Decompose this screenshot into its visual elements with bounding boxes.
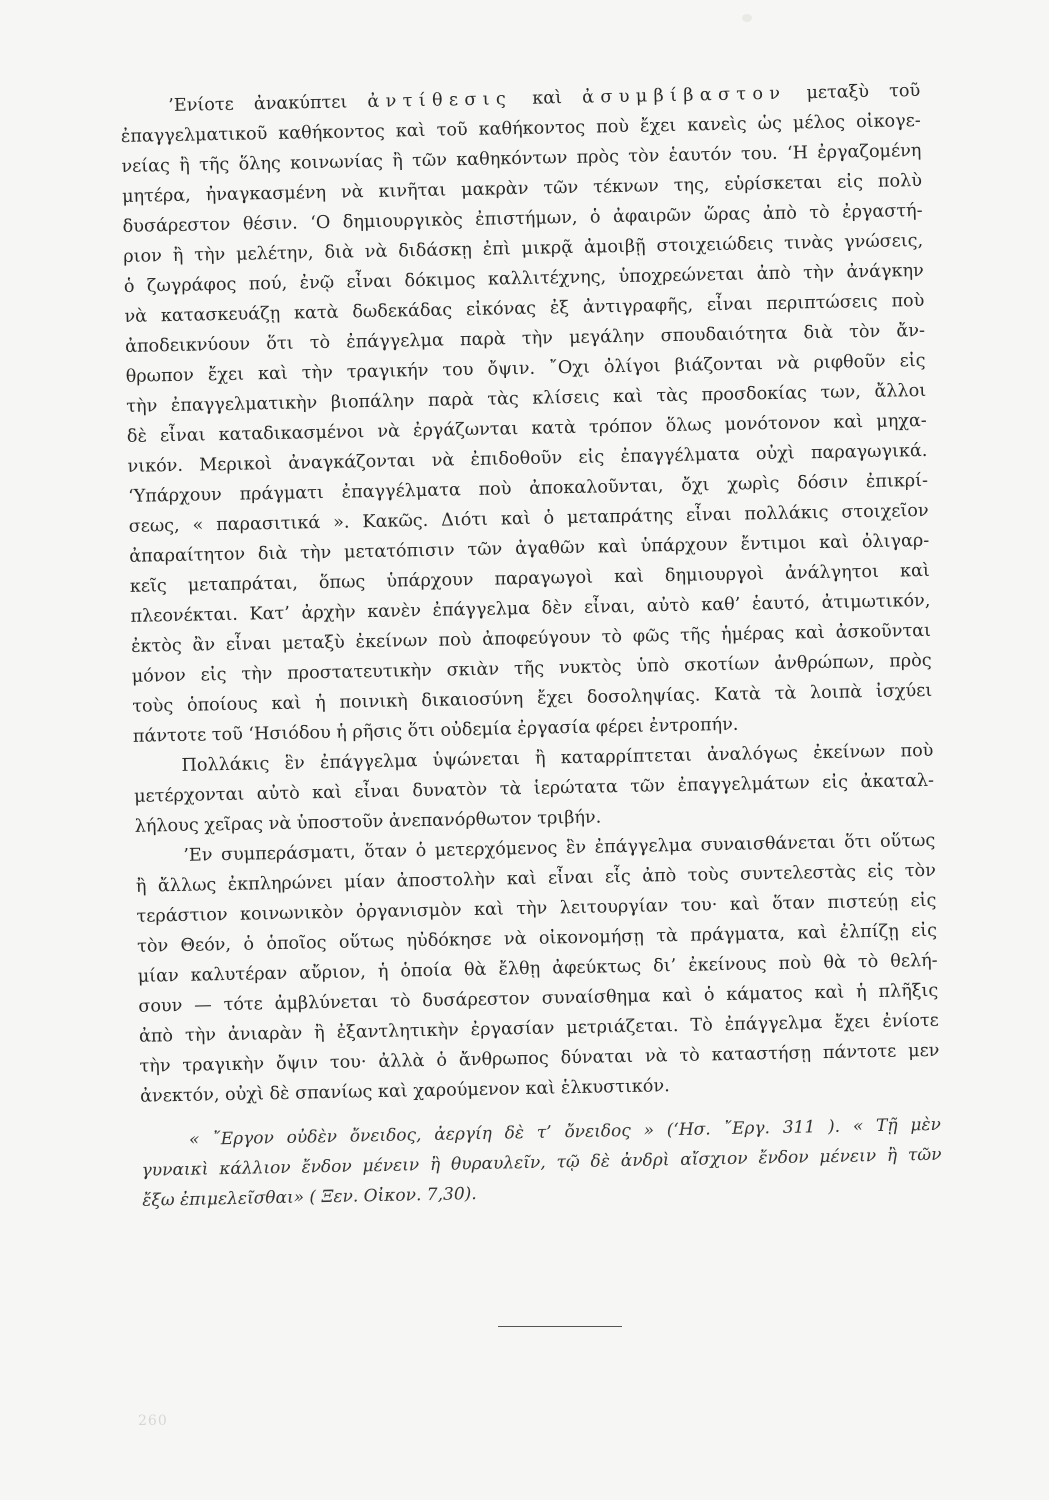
emphasized-term: ἀντίθεσις: [367, 89, 513, 113]
footnote-quote: [141, 1110, 943, 1216]
section-separator-rule: [498, 1326, 622, 1327]
paragraph-line: λήλους χεῖρας νὰ ὑποστοῦν ἀνεπανόρθωτον τριβήν.: [134, 807, 602, 837]
paragraph-line: μετέρχονται αὐτὸ καὶ εἶναι δυνατὸν τὰ ἱερώτατα τῶν ἐπαγγελμάτων εἰς ἀκαταλ-: [133, 770, 935, 807]
paragraph-line: Πολλάκις ἓν ἐπάγγελμα ὑψώνεται ἢ καταρρίπτεται ἀναλόγως ἐκείνων ποὺ: [181, 740, 934, 776]
paragraph-line: ‘Υπάρχουν πράγματι ἐπαγγέλματα ποὺ ἀποκαλοῦνται, ὄχι χωρὶς δόσιν ἐπικρί-: [127, 470, 929, 507]
paragraph-line: ριον ἢ τὴν μελέτην, διὰ νὰ διδάσκῃ ἐπὶ μικρᾷ ἀμοιβῇ στοιχειώδεις τινὰς γνώσεις,: [123, 230, 924, 267]
quote-line: γυναικὶ κάλλιον ἔνδον μένειν ἢ θυραυλεῖν, τῷ δὲ ἀνδρὶ αἴσχιον ἔνδον μένειν ἢ τῶν: [141, 1144, 942, 1181]
paragraph-line: τὴν ἐπαγγελματικὴν βιοπάλην παρὰ τὰς κλίσεις καὶ τὰς προσδοκίας των, ἄλλοι: [126, 380, 927, 417]
paragraph-line: νικόν. Μερικοὶ ἀναγκάζονται νὰ ἐπιδοθοῦν εἰς ἐπαγγέλματα οὐχὶ παραγωγικά.: [127, 440, 928, 477]
paragraph-line: τοὺς ὁποίους καὶ ἡ ποινικὴ δικαιοσύνη ἔχει δοσοληψίας. Κατὰ τὰ λοιπὰ ἰσχύει: [132, 680, 933, 717]
paragraph-line: σουν — τότε ἀμβλύνεται τὸ δυσάρεστον συναίσθημα καὶ ὁ κάματος καὶ ἡ πλῆξις: [138, 980, 939, 1017]
paragraph-line: ἢ ἄλλως ἐκπληρώνει μίαν ἀποστολὴν καὶ εἶναι εἷς ἀπὸ τοὺς συντελεστὰς εἰς τὸν: [135, 860, 936, 897]
paper-blemish: [742, 14, 752, 22]
conjunction-text: καὶ: [532, 88, 563, 109]
paragraph-line: πάντοτε τοῦ ‘Ησιόδου ἡ ρῆσις ὅτι οὐδεμία ἐργασία φέρει ἐντροπήν.: [132, 714, 739, 747]
paragraph-line: ἀνεκτόν, οὐχὶ δὲ σπανίως καὶ χαρούμενον καὶ ἑλκυστικόν.: [139, 1076, 670, 1107]
paragraph-line: μητέρα, ἠναγκασμένη νὰ κινῆται μακρὰν τῶν τέκνων της, εὑρίσκεται εἰς πολὺ: [121, 170, 923, 207]
paragraph-line: νὰ κατασκευάζῃ κατὰ δωδεκάδας εἰκόνας ἐξ ἀντιγραφῆς, εἶναι περιπτώσεις ποὺ: [124, 290, 925, 327]
continuation-text: μεταξὺ τοῦ: [806, 80, 921, 104]
paragraph-3: [135, 826, 940, 1112]
quote-line: ἔξω ἐπιμελεῖσθαι» ( Ξεν. Οἰκον. 7,30).: [142, 1184, 477, 1211]
paragraph-line: ἀποδεικνύουν ὅτι τὸ ἐπάγγελμα παρὰ τὴν μεγάλην σπουδαιότητα διὰ τὸν ἄν-: [124, 320, 926, 357]
page-number: 260: [138, 1413, 168, 1429]
paragraph-line: θρωπον ἔχει καὶ τὴν τραγικήν του ὄψιν. ῎Οχι ὀλίγοι βιάζονται νὰ ριφθοῦν εἰς: [125, 350, 926, 387]
opening-text: ’Ενίοτε ἀνακύπτει: [168, 92, 348, 117]
paragraph-line: δὲ εἶναι καταδικασμένοι νὰ ἐργάζωνται κατὰ τρόπον ὅλως μονότονον καὶ μηχα-: [126, 410, 927, 447]
paragraph-line: τὴν τραγικὴν ὄψιν του· ἀλλὰ ὁ ἄνθρωπος δύναται νὰ τὸ καταστήσῃ πάντοτε μεν: [139, 1040, 940, 1077]
paragraph-line: ἀπὸ τὴν ἀνιαρὰν ἢ ἐξαντλητικὴν ἐργασίαν μετριάζεται. Τὸ ἐπάγγελμα ἔχει ἐνίοτε: [138, 1010, 940, 1047]
paragraph-line: κεῖς μεταπράται, ὅπως ὑπάρχουν παραγωγοὶ καὶ δημιουργοὶ ἀνάλγητοι καὶ: [129, 560, 930, 597]
paragraph-line: σεως, « παρασιτικά ». Κακῶς. Διότι καὶ ὁ μεταπράτης εἶναι πολλάκις στοιχεῖον: [128, 500, 929, 537]
emphasized-term: ἀσυμβίβαστον: [581, 83, 787, 108]
quote-line: « ῎Εργον οὐδὲν ὄνειδος, ἀεργίη δὲ τ’ ὄνειδος » (‘Ησ. ῎Εργ. 311 ). « Τῇ μὲν: [188, 1114, 942, 1150]
paragraph-line: μόνον εἰς τὴν προστατευτικὴν σκιὰν τῆς νυκτὸς ὑπὸ σκοτίων ἀνθρώπων, πρὸς: [131, 650, 932, 687]
paragraph-1: [120, 76, 933, 752]
text-body: [120, 76, 942, 1216]
paragraph-line: ἐκτὸς ἂν εἶναι μεταξὺ ἐκείνων ποὺ ἀποφεύγουν τὸ φῶς τῆς ἡμέρας καὶ ἀσκοῦνται: [130, 620, 932, 657]
paragraph-line: ὁ ζωγράφος πού, ἐνῷ εἶναι δόκιμος καλλιτέχνης, ὑποχρεώνεται ἀπὸ τὴν ἀνάγκην: [123, 260, 924, 297]
paragraph-line: τὸν Θεόν, ὁ ὁποῖος οὕτως ηὐδόκησε νὰ οἰκονομήσῃ τὰ πράγματα, καὶ ἐλπίζῃ εἰς: [136, 920, 938, 957]
paragraph-line: ’Εν συμπεράσματι, ὅταν ὁ μετερχόμενος ἓν ἐπάγγελμα συναισθάνεται ὅτι οὕτως: [183, 830, 936, 866]
paragraph-line: πλεονέκται. Κατ’ ἀρχὴν κανὲν ἐπάγγελμα δὲν εἶναι, αὐτὸ καθ’ ἑαυτό, ἀτιμωτικόν,: [130, 590, 931, 627]
paragraph-line: ἐπαγγελματικοῦ καθήκοντος καὶ τοῦ καθήκοντος ποὺ ἔχει κανεὶς ὡς μέλος οἰκογε-: [120, 110, 921, 147]
paragraph-line: μίαν καλυτέραν αὔριον, ἡ ὁποία θὰ ἔλθῃ ἀφεύκτως δι’ ἐκείνους ποὺ θὰ τὸ θελή-: [137, 950, 938, 987]
paragraph-2: [133, 736, 935, 842]
paragraph-line: τεράστιον κοινωνικὸν ὀργανισμὸν καὶ τὴν λειτουργίαν του· καὶ ὅταν πιστεύῃ εἰς: [136, 890, 937, 927]
paragraph-line: δυσάρεστον θέσιν. ‘Ο δημιουργικὸς ἐπιστήμων, ὁ ἀφαιρῶν ὥρας ἀπὸ τὸ ἐργαστή-: [122, 200, 923, 237]
paragraph-line: νείας ἢ τῆς ὅλης κοινωνίας ἢ τῶν καθηκόντων πρὸς τὸν ἑαυτόν του. ‘Η ἐργαζομένη: [121, 140, 922, 177]
paragraph-line: ἀπαραίτητον διὰ τὴν μετατόπισιν τῶν ἀγαθῶν καὶ ὑπάρχουν ἔντιμοι καὶ ὀλιγαρ-: [129, 530, 930, 567]
